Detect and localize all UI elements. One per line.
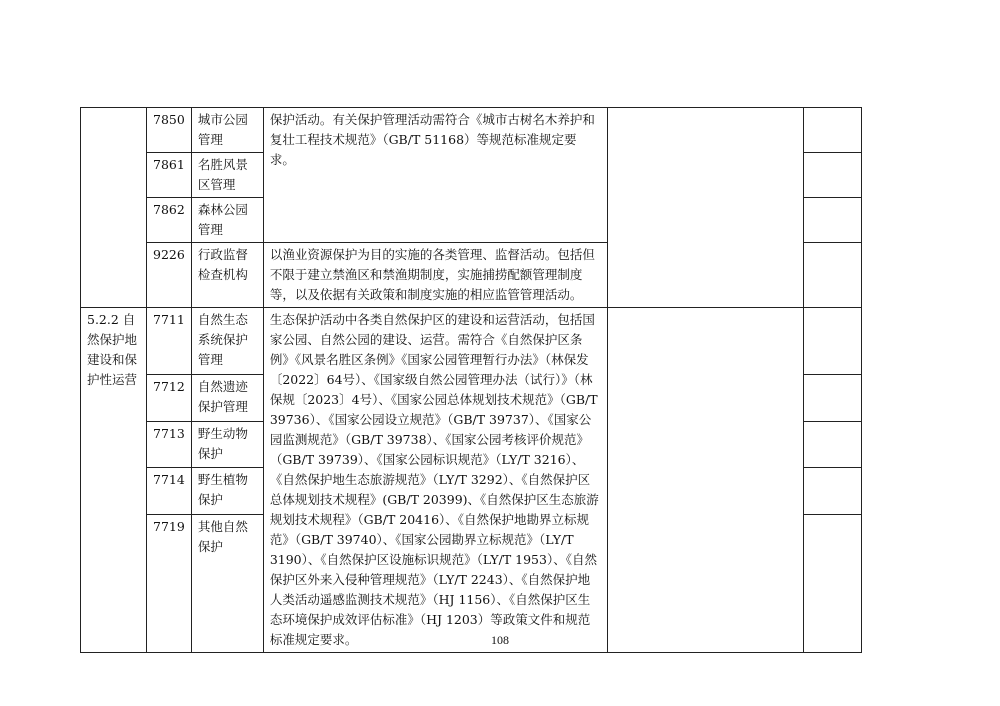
code-cell: 9226 (147, 243, 192, 308)
name-cell: 森林公园管理 (191, 198, 263, 243)
page-number: 108 (491, 633, 509, 647)
code-cell: 7712 (147, 375, 192, 421)
mark-cell (803, 198, 861, 243)
mark-cell (803, 421, 861, 467)
code-cell: 7862 (147, 198, 192, 243)
name-cell: 行政监督检查机构 (191, 243, 263, 308)
table-row (81, 308, 862, 375)
mark-cell (803, 375, 861, 421)
name-cell: 野生植物保护 (191, 468, 263, 514)
industry-table (80, 107, 862, 653)
name-cell: 城市公园管理 (191, 108, 263, 153)
description-cell: 保护活动。有关保护管理活动需符合《城市古树名木养护和复壮工程技术规范》（GB/T 51168）等规范标准规定要求。 (263, 108, 607, 243)
code-cell: 7714 (147, 468, 192, 514)
mark-cell (803, 108, 861, 153)
mark-cell (803, 153, 861, 198)
table-row (81, 108, 862, 153)
notes-cell (607, 308, 803, 653)
mark-cell (803, 243, 861, 308)
name-cell: 自然生态系统保护管理 (191, 308, 263, 375)
notes-cell (607, 108, 803, 308)
name-cell: 其他自然保护 (191, 514, 263, 652)
section-cell-empty (81, 108, 147, 308)
mark-cell (803, 468, 861, 514)
mark-cell (803, 514, 861, 652)
code-cell: 7850 (147, 108, 192, 153)
code-cell: 7711 (147, 308, 192, 375)
section-label-cell: 5.2.2 自然保护地建设和保护性运营 (81, 308, 147, 653)
description-cell: 以渔业资源保护为目的实施的各类管理、监督活动。包括但不限于建立禁渔区和禁渔期制度，实施捕捞配额管理制度等，以及依据有关政策和制度实施的相应监管管理活动。 (263, 243, 607, 308)
code-cell: 7861 (147, 153, 192, 198)
name-cell: 名胜风景区管理 (191, 153, 263, 198)
mark-cell (803, 308, 861, 375)
name-cell: 野生动物保护 (191, 421, 263, 467)
code-cell: 7713 (147, 421, 192, 467)
code-cell: 7719 (147, 514, 192, 652)
name-cell: 自然遗迹保护管理 (191, 375, 263, 421)
description-cell: 生态保护活动中各类自然保护区的建设和运营活动，包括国家公园、自然公园的建设、运营。需符合《自然保护区条例》《风景名胜区条例》《国家公园管理暂行办法》（林保发〔2022〕64号）、《国家级自然公园管理办法（试行）》（林保规〔2023〕4号）、《国家公园总体规划技术规范》（GB/T 39736）、《国家公园设立规范》（GB/T 39737）、《国家公园监测规范》（GB/T 39738）、《国家公园考核评价规范》（GB/T 39739）、《国家公园标识规范》（LY/T 3216）、《自然保护地生态旅游规范》（LY/T 3292）、《自然保护区总体规划技术规程》(GB/T 20399)、《自然保护区生态旅游规划技术规程》（GB/T 20416）、《自然保护地勘界立标规范》（GB/T 39740）、《国家公园勘界立标规范》（LY/T 3190）、《自然保护区设施标识规范》（LY/T 1953）、《自然保护区外来入侵种管理规范》（LY/T 2243）、《自然保护地人类活动遥感监测技术规范》（HJ 1156）、《自然保护区生态环境保护成效评估标准》（HJ 1203）等政策文件和规范标准规定要求。 (263, 308, 607, 653)
